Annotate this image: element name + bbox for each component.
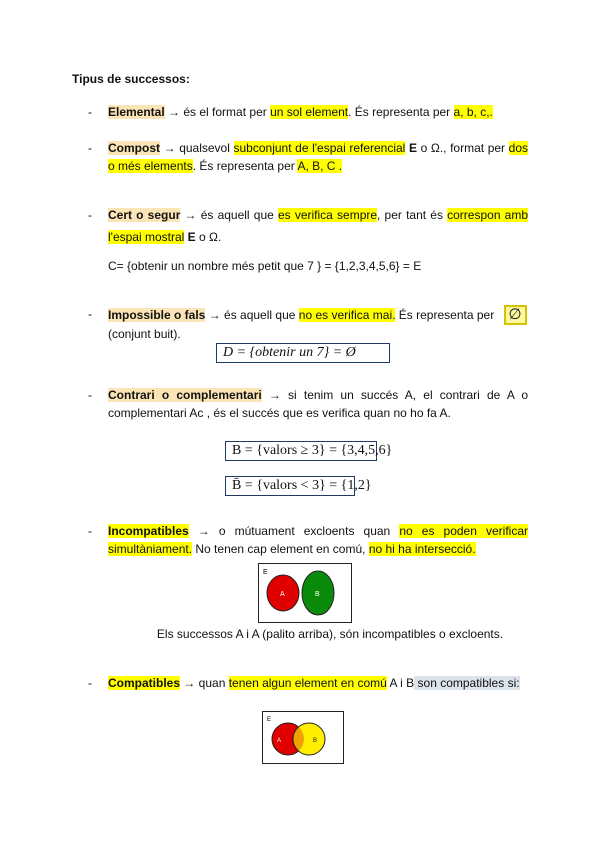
item-compatibles	[88, 674, 528, 692]
text-part: A i B	[386, 676, 415, 690]
item-contrari-text	[108, 386, 528, 422]
formula-b: B = {valors ≥ 3} = {3,4,5,6}	[225, 441, 377, 461]
text-part: o Ω.	[195, 230, 222, 244]
term-compost: Compost	[108, 141, 160, 155]
term-incompatibles: Incompatibles	[108, 524, 189, 538]
text-part: No tenen cap element en comú,	[192, 542, 369, 556]
text-part: . És representa per	[192, 159, 298, 173]
venn-label-a: A	[280, 591, 285, 598]
term-compatibles: Compatibles	[108, 676, 181, 690]
highlight: no es verifica mai.	[298, 308, 396, 322]
bullet-dash: -	[88, 208, 92, 222]
bullet-dash: -	[88, 388, 92, 402]
venn-label-a: A	[277, 738, 282, 744]
text-part: → és el format per	[164, 105, 271, 119]
text-part: → quan	[180, 676, 229, 690]
item-impossible-text	[108, 305, 528, 343]
highlight: es verifica sempre	[277, 208, 378, 222]
symbol-e: E	[187, 230, 196, 244]
text-part: o Ω., format per	[416, 141, 509, 155]
highlight: correspon amb l'espai mostral	[108, 208, 529, 244]
text-part: (conjunt buit).	[108, 327, 181, 341]
venn-label-b: B	[315, 591, 320, 598]
text-part: → si tenim un succés A, el contrari de A o complementari Ac , és el succés que es verifica quan no ho fa A.	[108, 388, 529, 420]
empty-set-icon: ∅	[504, 305, 527, 325]
venn-diagram-overlap	[262, 711, 344, 764]
bullet-dash: -	[88, 141, 92, 155]
item-compost	[88, 139, 528, 175]
bullet-dash: -	[88, 105, 92, 119]
item-incompatibles	[88, 522, 528, 558]
highlight: dos o més elements	[108, 141, 528, 173]
highlight-grey: son compatibles si:	[414, 676, 520, 690]
symbol-e: E	[408, 141, 417, 155]
term-cert: Cert o segur	[108, 208, 181, 222]
item-compatibles-text	[108, 674, 528, 692]
highlight: subconjunt de l'espai referencial	[233, 141, 406, 155]
text-part: → o mútuament excloents quan	[188, 524, 400, 538]
item-compost-text	[108, 139, 528, 175]
formula-impossible: D = {obtenir un 7} = Ø	[216, 343, 390, 363]
text-part: . És representa per	[348, 105, 454, 119]
venn-universe-label: E	[267, 717, 272, 723]
term-elemental: Elemental	[108, 105, 165, 119]
item-elemental	[88, 103, 528, 121]
text-part: És representa per	[395, 308, 498, 322]
item-contrari	[88, 386, 528, 422]
highlight: A, B, C .	[297, 159, 343, 173]
bullet-dash: -	[88, 524, 92, 538]
item-incompatibles-text	[108, 522, 528, 558]
text-part: → qualsevol	[160, 141, 234, 155]
item-elemental-text	[108, 103, 528, 121]
highlight: no hi ha intersecció.	[368, 542, 476, 556]
term-impossible: Impossible o fals	[108, 308, 206, 322]
highlight: no es poden verificar simultàniament.	[108, 524, 528, 556]
highlight: a, b, c,.	[453, 105, 493, 119]
bullet-dash: -	[88, 676, 92, 690]
page-title: Tipus de successos:	[72, 72, 190, 86]
bullet-dash: -	[88, 307, 92, 321]
venn-diagram-disjoint	[258, 563, 352, 623]
item-impossible	[88, 305, 528, 343]
item-cert	[88, 204, 528, 248]
item-cert-text	[108, 204, 528, 248]
text-part: → és aquell que	[180, 208, 278, 222]
venn-universe-label: E	[263, 569, 268, 576]
text-part: → és aquell que	[205, 308, 299, 322]
cert-example: C= {obtenir un nombre més petit que 7 } = {1,2,3,4,5,6} = E	[108, 259, 422, 273]
incompatibles-caption: Els successos A i A (palito arriba), són incompatibles o excloents.	[156, 627, 504, 641]
formula-b-complement: B̄ = {valors < 3} = {1,2}	[225, 476, 355, 496]
term-contrari: Contrari o complementari	[108, 388, 262, 402]
text-part: , per tant és	[377, 208, 448, 222]
highlight: un sol element	[270, 105, 349, 119]
venn-label-b: B	[313, 738, 318, 744]
highlight: tenen algun element en comú	[228, 676, 387, 690]
